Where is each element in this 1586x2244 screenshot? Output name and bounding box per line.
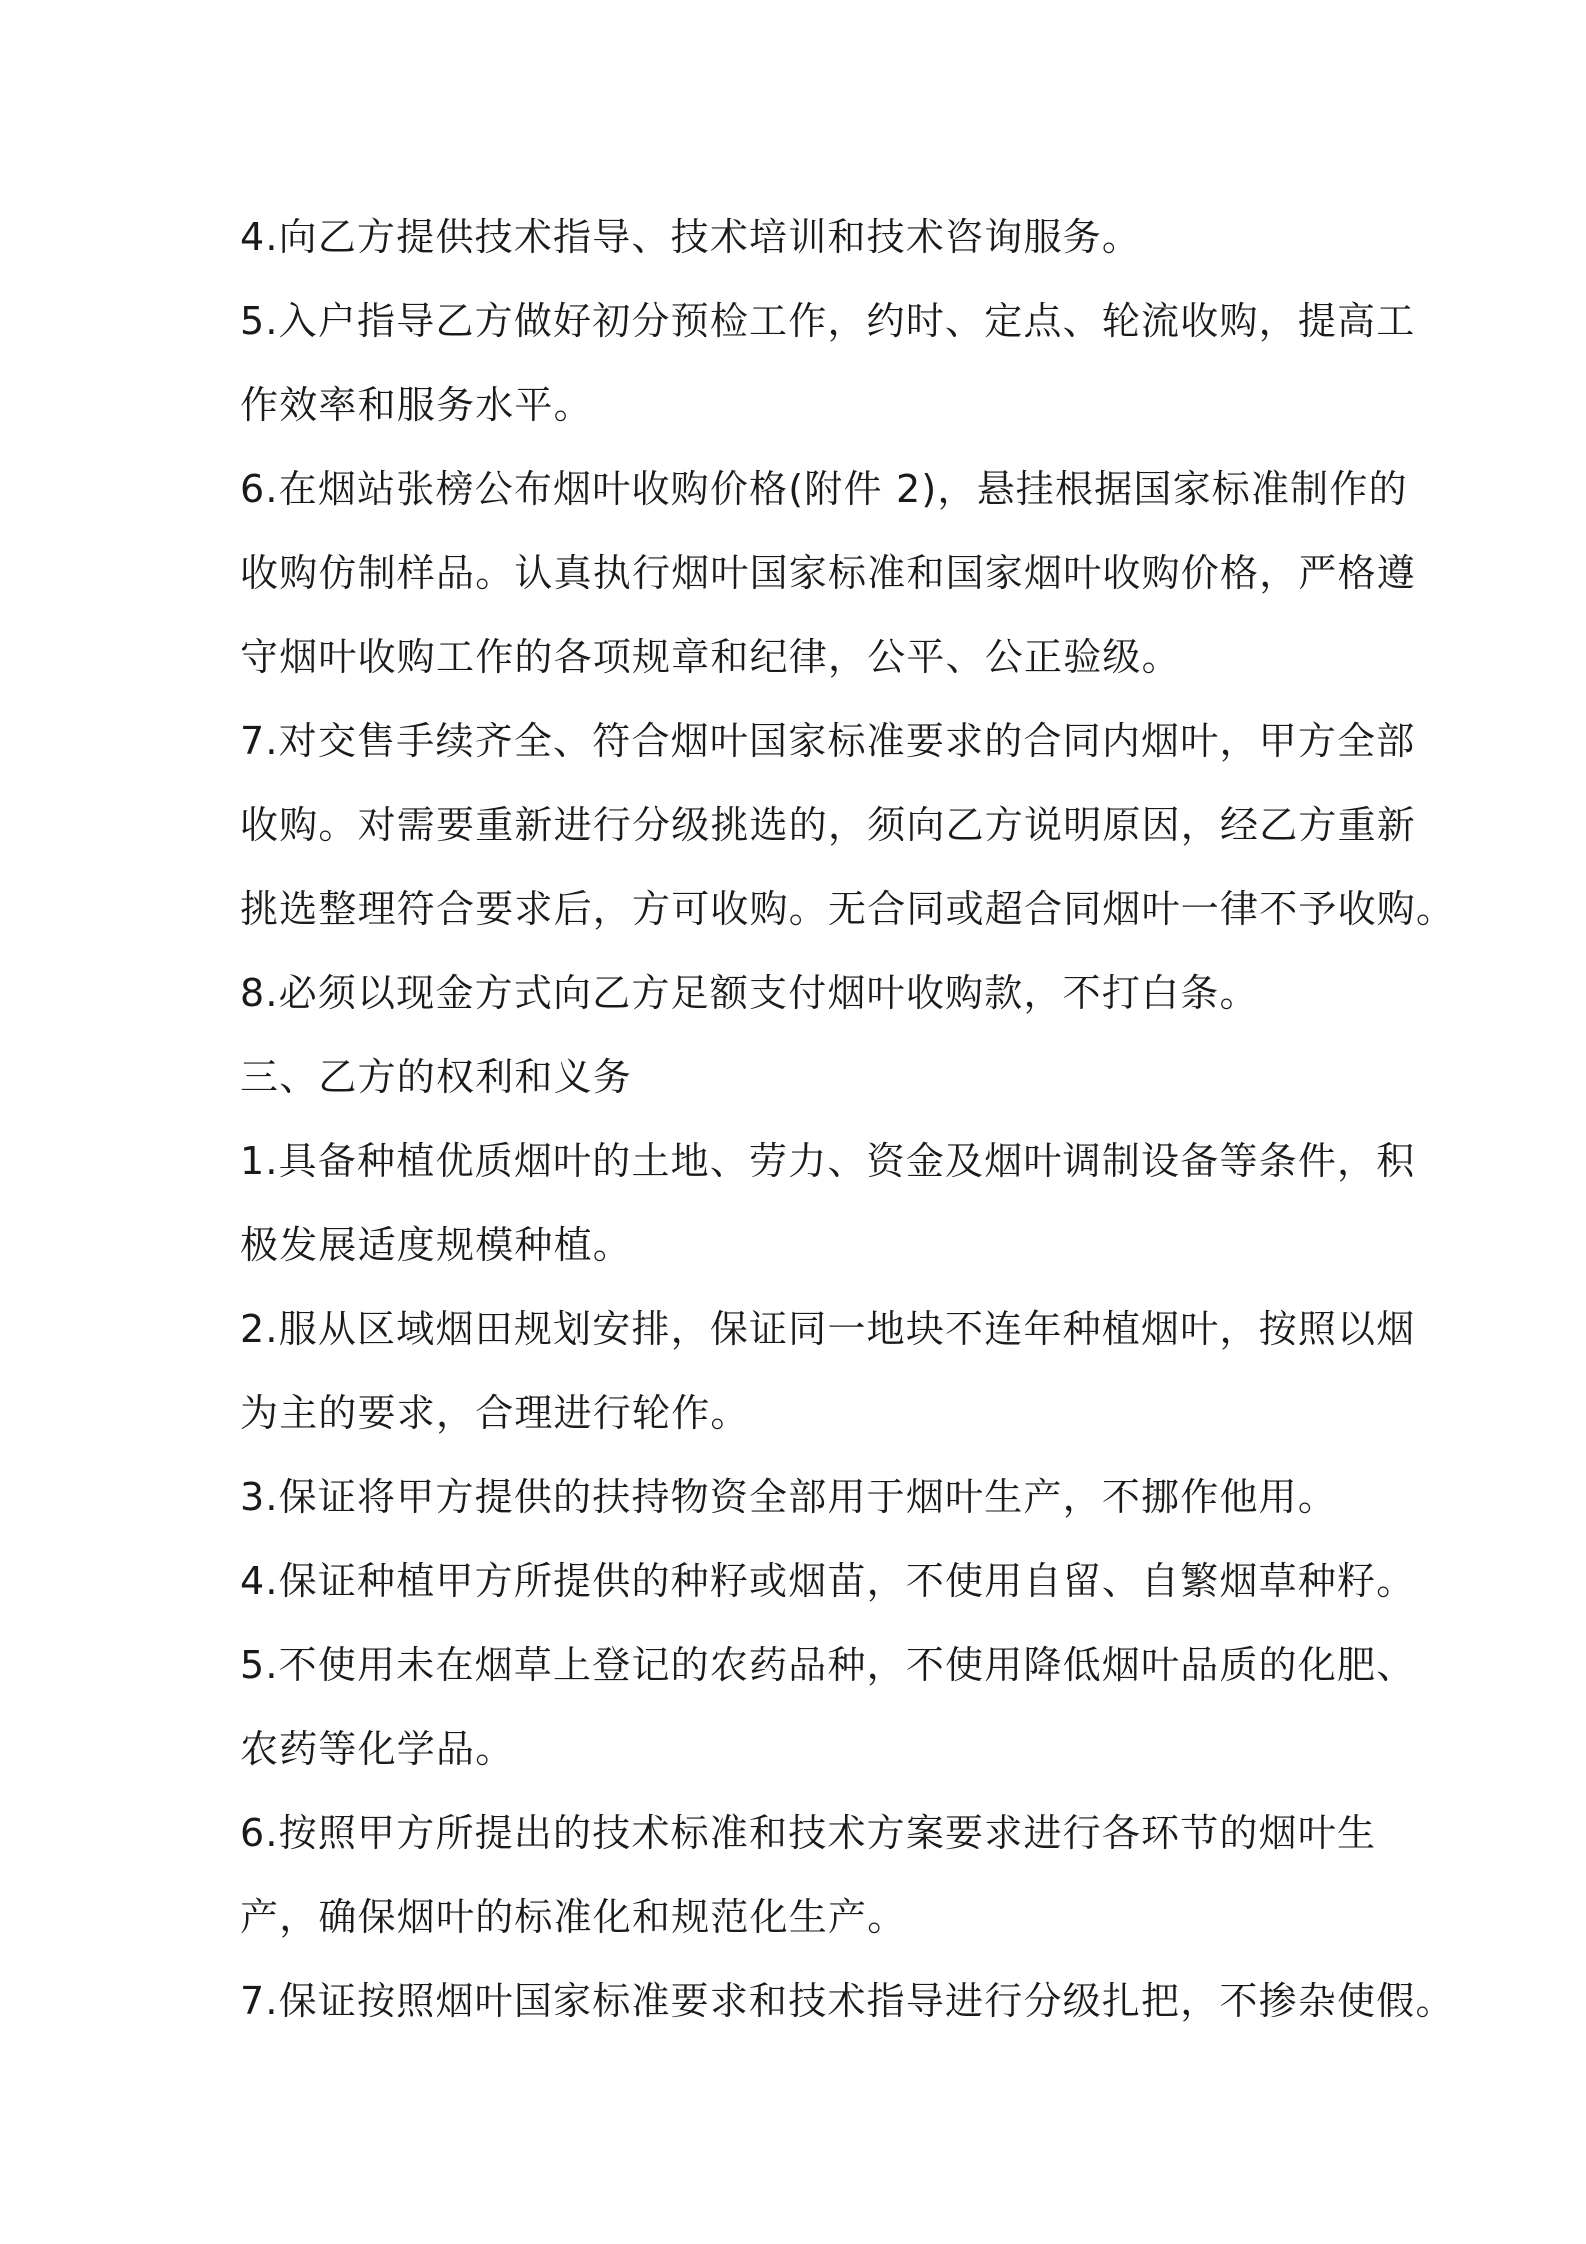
text-line: 作效率和服务水平。 [240, 383, 593, 427]
section-heading: 三、乙方的权利和义务 [240, 1055, 633, 1099]
text-line: 为主的要求，合理进行轮作。 [240, 1391, 750, 1435]
text-line: 4.保证种植甲方所提供的种籽或烟苗，不使用自留、自繁烟草种籽。 [240, 1559, 1416, 1603]
text-line: 收购仿制样品。认真执行烟叶国家标准和国家烟叶收购价格，严格遵 [240, 551, 1417, 595]
text-line: 收购。对需要重新进行分级挑选的，须向乙方说明原因，经乙方重新 [240, 803, 1417, 847]
text-line: 7.保证按照烟叶国家标准要求和技术指导进行分级扎把，不掺杂使假。 [240, 1979, 1455, 2023]
text-line: 5.入户指导乙方做好初分预检工作，约时、定点、轮流收购，提高工 [240, 299, 1416, 343]
text-line: 挑选整理符合要求后，方可收购。无合同或超合同烟叶一律不予收购。 [240, 887, 1456, 931]
text-line: 3.保证将甲方提供的扶持物资全部用于烟叶生产，不挪作他用。 [240, 1475, 1338, 1519]
text-line: 6.在烟站张榜公布烟叶收购价格(附件 2)，悬挂根据国家标准制作的 [240, 467, 1408, 511]
text-line: 极发展适度规模种植。 [240, 1223, 633, 1267]
text-line: 5.不使用未在烟草上登记的农药品种，不使用降低烟叶品质的化肥、 [240, 1643, 1416, 1687]
text-line: 8.必须以现金方式向乙方足额支付烟叶收购款，不打白条。 [240, 971, 1259, 1015]
text-line: 2.服从区域烟田规划安排，保证同一地块不连年种植烟叶，按照以烟 [240, 1307, 1416, 1351]
text-line: 7.对交售手续齐全、符合烟叶国家标准要求的合同内烟叶，甲方全部 [240, 719, 1416, 763]
document-body [240, 195, 1456, 2043]
text-line: 农药等化学品。 [240, 1727, 515, 1771]
text-line: 产，确保烟叶的标准化和规范化生产。 [240, 1895, 907, 1939]
text-line: 守烟叶收购工作的各项规章和纪律，公平、公正验级。 [240, 635, 1181, 679]
text-line: 1.具备种植优质烟叶的土地、劳力、资金及烟叶调制设备等条件，积 [240, 1139, 1416, 1183]
text-line: 4.向乙方提供技术指导、技术培训和技术咨询服务。 [240, 215, 1142, 259]
text-line: 6.按照甲方所提出的技术标准和技术方案要求进行各环节的烟叶生 [240, 1811, 1377, 1855]
